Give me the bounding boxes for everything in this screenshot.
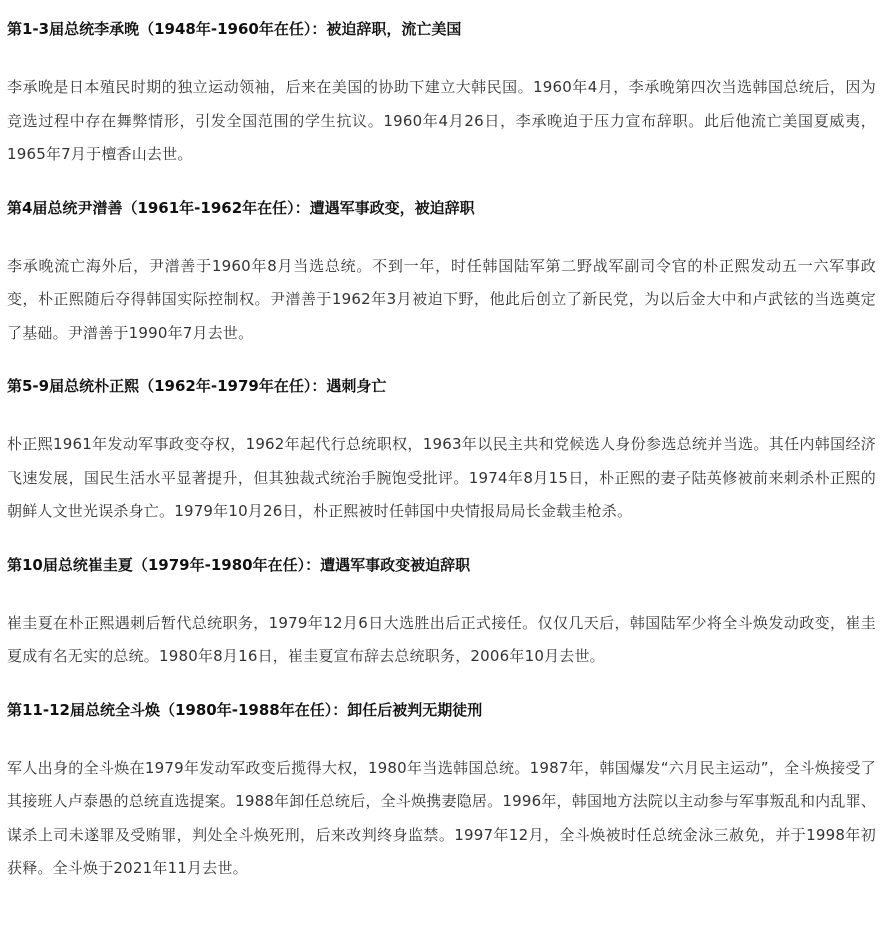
section-paragraph: 李承晚是日本殖民时期的独立运动领袖，后来在美国的协助下建立大韩民国。1960年4月，李承晚第四次当选韩国总统后，因为竞选过程中存在舞弊情形，引发全国范围的学生抗议。1960年4月26日，李承晚迫于压力宣布辞职。此后他流亡美国夏威夷，1965年7月于檀香山去世。 <box>7 78 876 163</box>
section-paragraph: 军人出身的全斗焕在1979年发动军政变后揽得大权，1980年当选韩国总统。1987年，韩国爆发“六月民主运动”，全斗焕接受了其接班人卢泰愚的总统直选提案。1988年卸任总统后，全斗焕携妻隐居。1996年，韩国地方法院以主动参与军事叛乱和内乱罪、谋杀上司未遂罪及受贿罪，判处全斗焕死刑，后来改判终身监禁。1997年12月，全斗焕被时任总统金泳三赦免，并于1998年初获释。全斗焕于2021年11月去世。 <box>7 758 876 877</box>
section-paragraph: 朴正熙1961年发动军事政变夺权，1962年起代行总统职权，1963年以民主共和党候选人身份参选总统并当选。其任内韩国经济飞速发展，国民生活水平显著提升，但其独裁式统治手腕饱受批评。1974年8月15日，朴正熙的妻子陆英修被前来刺杀朴正熙的朝鲜人文世光误杀身亡。1979年10月26日，朴正熙被时任韩国中央情报局局长金载圭枪杀。 <box>7 435 876 520</box>
section-yun-posun <box>7 197 876 351</box>
section-heading: 第4届总统尹潽善（1961年-1962年在任）：遭遇军事政变，被迫辞职 <box>7 198 475 217</box>
section-heading: 第10届总统崔圭夏（1979年-1980年在任）：遭遇军事政变被迫辞职 <box>7 555 471 574</box>
section-park-chung-hee <box>7 375 876 529</box>
section-paragraph: 崔圭夏在朴正熙遇刺后暂代总统职务，1979年12月6日大选胜出后正式接任。仅仅几天后，韩国陆军少将全斗焕发动政变，崔圭夏成有名无实的总统。1980年8月16日，崔圭夏宣布辞去总统职务，2006年10月去世。 <box>7 613 876 665</box>
section-choi-kyu-hah <box>7 554 876 674</box>
section-paragraph: 李承晚流亡海外后，尹潽善于1960年8月当选总统。不到一年，时任韩国陆军第二野战军副司令官的朴正熙发动五一六军事政变，朴正熙随后夺得韩国实际控制权。尹潽善于1962年3月被迫下野，他此后创立了新民党，为以后金大中和卢武铉的当选奠定了基础。尹潽善于1990年7月去世。 <box>7 256 876 342</box>
section-heading: 第1-3届总统李承晚（1948年-1960年在任）：被迫辞职，流亡美国 <box>7 20 462 38</box>
section-heading: 第5-9届总统朴正熙（1962年-1979年在任）：遇刺身亡 <box>7 377 387 395</box>
section-syngman-rhee <box>7 18 876 172</box>
section-heading: 第11-12届总统全斗焕（1980年-1988年在任）：卸任后被判无期徒刑 <box>7 700 483 719</box>
section-chun-doo-hwan <box>7 699 876 886</box>
